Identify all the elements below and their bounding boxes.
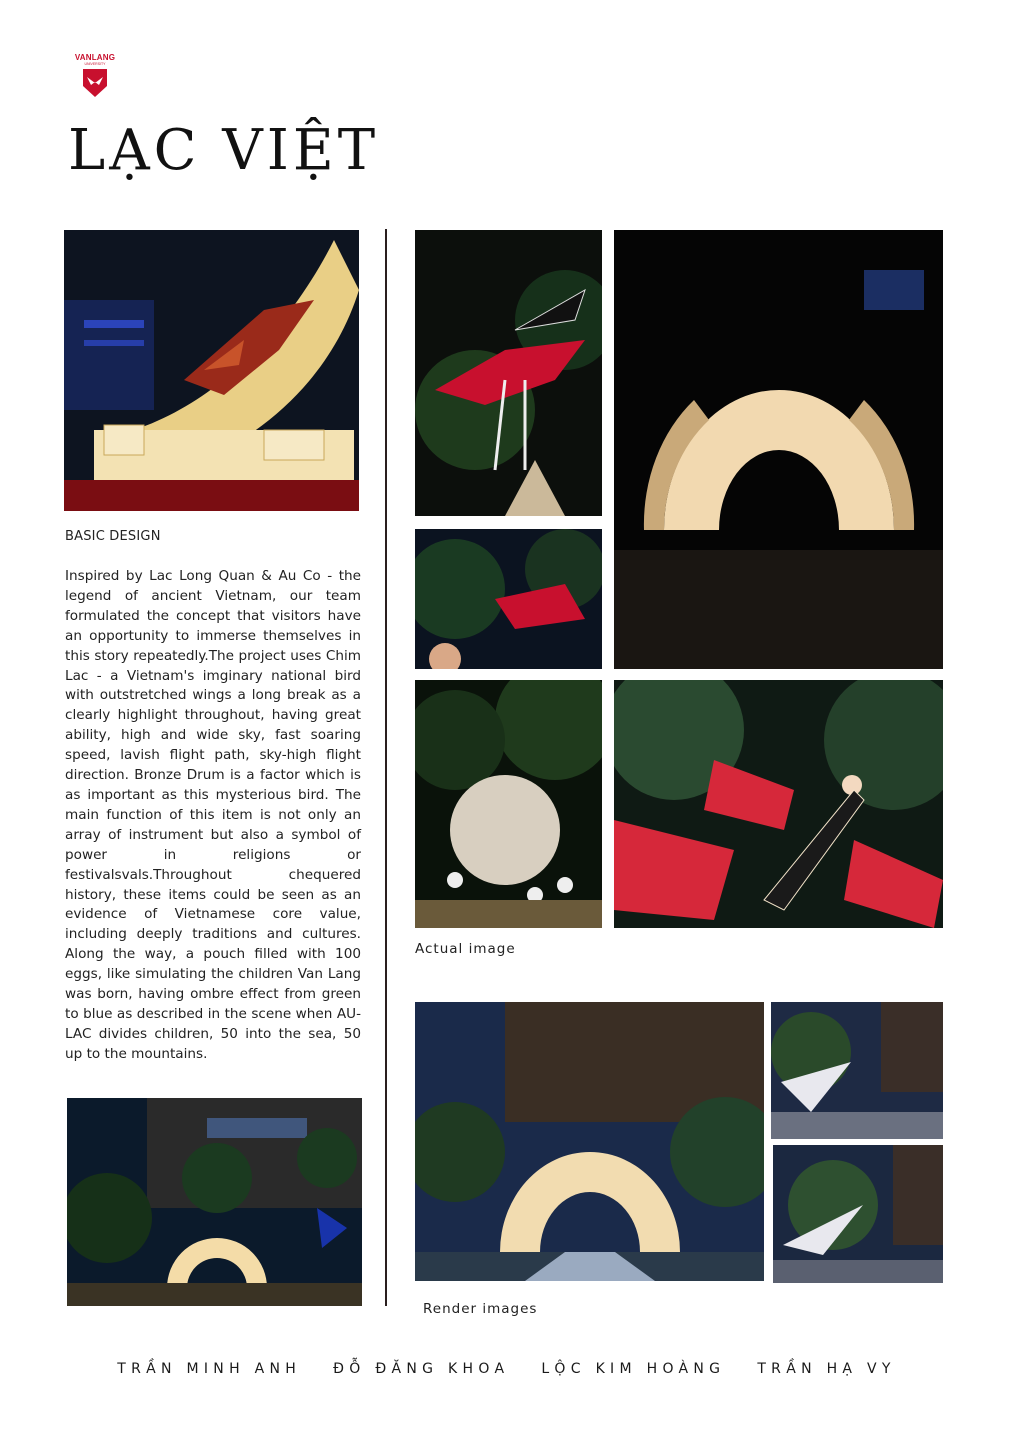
credit-name: ĐỖ ĐĂNG KHOA [333, 1361, 510, 1377]
description-text: Inspired by Lac Long Quan & Au Co - the legend of ancient Vietnam, our team formulated the concept that visitors have an opportunity to immerse themselves in this story repeatedly.The project uses Chim Lac - a Vietnam's imginary national bird with outstretched wings a long break as a clearly highlight throughout, having great ability, high and wide sky, fast soaring speed, lavish flight path, sky-high flight direction. Bronze Drum is a factor which is as important as this mysterious bird. The main function of this item is not only an array of instrument but also a symbol of power in religions or festivalsvals.Throughout chequered history, these items could be seen as an evidence of Vietnamese core value, including deeply traditions and cultures. Along the way, a pouch filled with 100 eggs, like simulating the children Van Lang was born, having ombre effect from green to blue as described in the scene when AU-LAC divides children, 50 into the sea, 50 up to the mountains. [65, 568, 361, 1062]
photo-gate-building [67, 1098, 362, 1306]
credit-name: LỘC KIM HOÀNG [541, 1361, 726, 1377]
photo-basic-design-panel [64, 230, 359, 511]
photo-bird-branch-night [415, 529, 602, 669]
photo-moon-egg-nest [415, 680, 602, 928]
logo-subtitle: UNIVERSITY [84, 62, 106, 66]
caption-render-images: Render images [423, 1301, 538, 1317]
logo-name: VANLANG [74, 53, 116, 62]
vertical-divider [385, 229, 387, 1306]
credit-name: TRẦN MINH ANH [117, 1361, 302, 1377]
university-shield-logo [82, 68, 108, 98]
caption-actual-image: Actual image [415, 941, 516, 957]
photo-render-canopy-1 [771, 1002, 943, 1139]
credit-name: TRẦN HẠ VY [757, 1361, 896, 1377]
photo-gate-night [614, 230, 943, 669]
photo-bird-closeup [614, 680, 943, 928]
credits-bar [0, 1361, 1013, 1377]
photo-render-canopy-2 [773, 1145, 943, 1283]
photo-bird-sculpture-trees [415, 230, 602, 516]
photo-render-gate-path [415, 1002, 764, 1281]
section-heading: BASIC DESIGN [65, 529, 161, 544]
page-title: LẠC VIỆT [68, 118, 380, 183]
